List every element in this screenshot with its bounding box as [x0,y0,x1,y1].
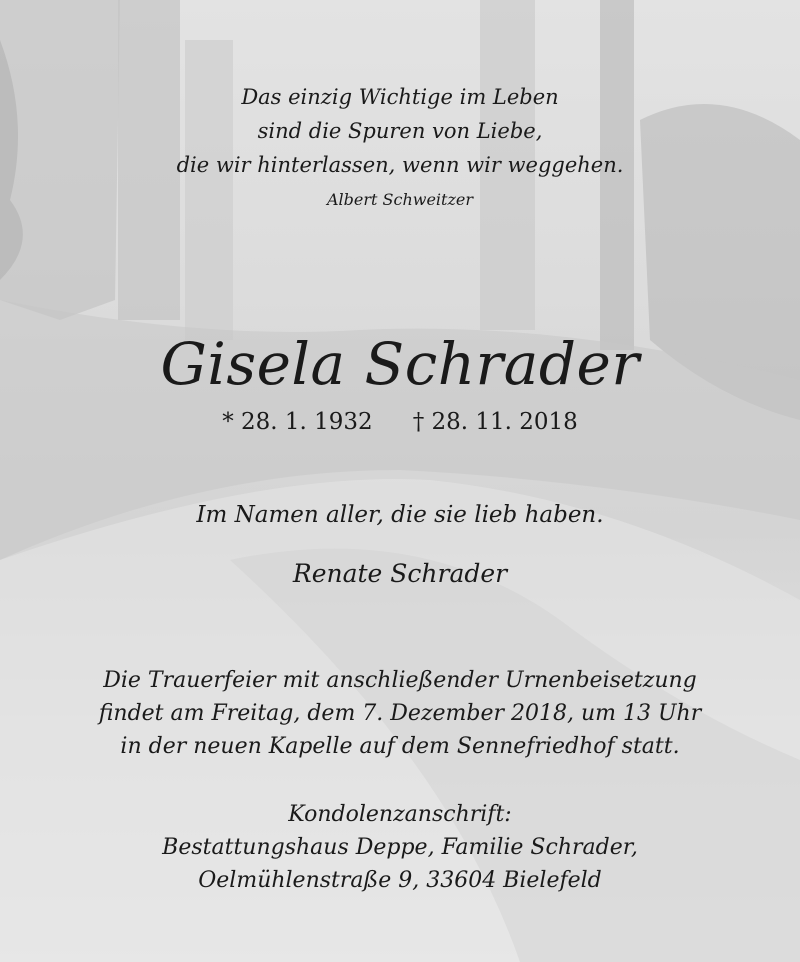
deceased-name: Gisela Schrader [160,330,640,398]
quote-line: Das einzig Wichtige im Leben [241,85,559,109]
condolence-address [0,798,800,897]
quote-author: Albert Schweitzer [326,190,474,209]
quote-block [0,80,800,214]
mourners-line: Im Namen aller, die sie lieb haben. [196,502,604,528]
life-dates [0,404,800,440]
condolence-line: Oelmühlenstraße 9, 33604 Bielefeld [198,868,602,893]
condolence-heading: Kondolenzanschrift: [288,802,512,827]
ceremony-line: findet am Freitag, dem 7. Dezember 2018, um 13 Uhr [98,701,702,726]
ceremony-info [0,664,800,763]
birth-date: * 28. 1. 1932 [222,409,373,435]
condolence-line: Bestattungshaus Deppe, Familie Schrader, [162,835,638,860]
death-date: † 28. 11. 2018 [412,409,578,435]
quote-line: die wir hinterlassen, wenn wir weggehen. [176,153,624,177]
ceremony-line: Die Trauerfeier mit anschließender Urnenbeisetzung [103,668,697,693]
signer-name: Renate Schrader [292,559,508,588]
ceremony-line: in der neuen Kapelle auf dem Sennefriedhof statt. [120,734,680,759]
quote-line: sind die Spuren von Liebe, [257,119,543,143]
